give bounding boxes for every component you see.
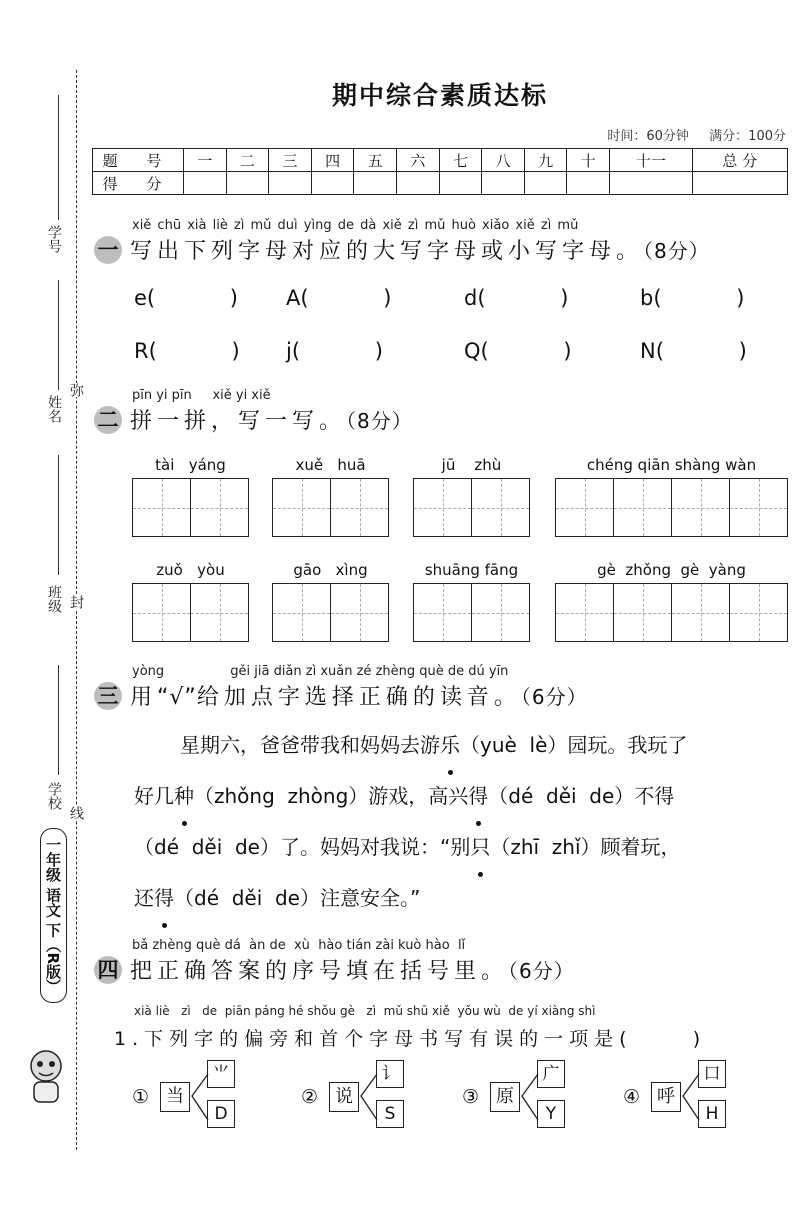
- score-col: 六: [397, 149, 440, 172]
- letter: R: [134, 339, 149, 363]
- group-pinyin: jū zhù: [441, 456, 502, 474]
- writing-cell[interactable]: [730, 584, 787, 641]
- grade-badge: 一年级 语文 下（R版）: [40, 828, 67, 1003]
- pronunciation-choice[interactable]: （dé děi de）不得: [488, 784, 675, 808]
- passage-line-4: [134, 873, 420, 924]
- section-3-number: 三: [94, 682, 122, 710]
- letter: N: [640, 339, 656, 363]
- student-number-label: 学号: [46, 225, 62, 253]
- writing-group: [272, 456, 389, 537]
- score-col: 五: [354, 149, 397, 172]
- section-1-heading: [130, 234, 710, 265]
- option-letter: H: [698, 1100, 726, 1128]
- letter: e: [134, 286, 147, 310]
- name-line-4: [58, 665, 59, 775]
- writing-cell[interactable]: [672, 584, 730, 641]
- score-cell[interactable]: [226, 172, 269, 195]
- answer-paren[interactable]: ( ): [148, 339, 274, 363]
- score-cell[interactable]: [610, 172, 693, 195]
- score-cell[interactable]: [311, 172, 354, 195]
- option-number: ①: [132, 1086, 150, 1108]
- section-3-text-b: 给加点字选择正确的读音。: [196, 685, 521, 710]
- option-number: ④: [623, 1086, 641, 1108]
- dotted-char: 得: [154, 873, 174, 924]
- section-2-text: 拼一拼，写一写。: [130, 409, 347, 434]
- group-pinyin: gāo xìng: [293, 561, 368, 579]
- seal-mi: 弥: [68, 383, 84, 397]
- name-line-2: [58, 280, 59, 390]
- question-1[interactable]: 1.下列字的偏旁和首个字母书写有误的一项是( ): [114, 1028, 707, 1050]
- option-number: ③: [462, 1086, 480, 1108]
- writing-cell[interactable]: [672, 479, 730, 536]
- section-3-score: （6分）: [520, 685, 588, 709]
- pronunciation-choice[interactable]: （dé děi de）注意安全。”: [174, 886, 421, 910]
- passage-text: 还: [134, 886, 154, 910]
- score-table-header-row: [93, 149, 788, 172]
- question-1-pinyin: xià liè zì de piān páng hé shǒu gè zì mǔ shū xiě yǒu wù de yí xiàng shì: [134, 1004, 596, 1018]
- pronunciation-choice[interactable]: （yuè lè）园玩。我玩了: [460, 733, 688, 757]
- score-cell[interactable]: [184, 172, 227, 195]
- page-title: 期中综合素质达标: [331, 81, 548, 110]
- letter-item: [134, 339, 274, 363]
- section-3-pinyin: yòng gěi jiā diǎn zì xuǎn zé zhèng què de dú yīn: [132, 664, 509, 679]
- writing-boxes: [413, 583, 530, 642]
- writing-boxes: [132, 478, 249, 537]
- letter: A: [286, 286, 301, 310]
- group-pinyin: tài yáng: [155, 456, 226, 474]
- section-4-text: 把正确答案的序号填在括号里。: [130, 959, 509, 984]
- full-score: 满分：100分: [709, 129, 786, 144]
- score-cell[interactable]: [439, 172, 482, 195]
- score-table-score-row: [93, 172, 788, 195]
- writing-cell[interactable]: [472, 584, 529, 641]
- score-cell[interactable]: [397, 172, 440, 195]
- score-cell[interactable]: [692, 172, 787, 195]
- writing-group: [413, 561, 530, 642]
- name-line-3: [58, 455, 59, 575]
- writing-cell[interactable]: [191, 584, 248, 641]
- section-2-pinyin: pīn yi pīn xiě yi xiě: [132, 388, 271, 403]
- dotted-char: 只: [470, 822, 490, 873]
- section-4-heading: [130, 954, 575, 985]
- writing-group: [272, 561, 389, 642]
- answer-paren[interactable]: ( ): [300, 286, 426, 310]
- passage-text: 好几: [134, 784, 174, 808]
- passage-text: 星期六，爸爸带我和妈妈去游: [180, 733, 440, 757]
- writing-cell[interactable]: [331, 584, 388, 641]
- score-cell[interactable]: [567, 172, 610, 195]
- score-col: 十: [567, 149, 610, 172]
- writing-cell[interactable]: [730, 479, 787, 536]
- writing-group: [132, 456, 249, 537]
- writing-boxes: [555, 583, 788, 642]
- score-row-label: 得 分: [93, 172, 184, 195]
- pronunciation-choice[interactable]: （zhǒng zhòng）游戏，高兴: [194, 784, 469, 808]
- option-char: 原: [490, 1082, 520, 1112]
- writing-cell[interactable]: [191, 479, 248, 536]
- writing-boxes: [132, 583, 249, 642]
- group-pinyin: xuě huā: [295, 456, 366, 474]
- group-pinyin: zuǒ yòu: [156, 561, 225, 579]
- class-label: 班级: [46, 585, 62, 613]
- pronunciation-choice[interactable]: （dé děi de）了。妈妈对我说：“别: [134, 835, 471, 859]
- score-col: 二: [226, 149, 269, 172]
- group-pinyin: shuāng fāng: [424, 561, 519, 579]
- time-limit: 时间：60分钟: [607, 129, 689, 144]
- letter-item: [286, 339, 417, 363]
- option-radical: 口: [698, 1060, 726, 1088]
- score-col: 总 分: [692, 149, 787, 172]
- score-cell[interactable]: [354, 172, 397, 195]
- exam-meta: [607, 125, 786, 144]
- letter: b: [640, 286, 654, 310]
- section-1-number: 一: [94, 236, 122, 264]
- writing-cell[interactable]: [472, 479, 529, 536]
- score-cell[interactable]: [524, 172, 567, 195]
- section-1-pinyin: xiě chū xià liè zì mǔ duì yìng de dà xiě zì mǔ huò xiǎo xiě zì mǔ: [132, 218, 579, 233]
- score-col: 十一: [610, 149, 693, 172]
- answer-paren[interactable]: ( ): [477, 286, 603, 310]
- answer-paren[interactable]: ( ): [291, 339, 417, 363]
- group-pinyin: gè zhǒng gè yàng: [597, 561, 746, 579]
- letter-item: [464, 339, 606, 363]
- section-2-number: 二: [94, 406, 122, 434]
- section-1-text: 写出下列字母对应的大写字母或小写字母。: [130, 239, 644, 264]
- student-name-label: 姓名: [46, 395, 62, 423]
- writing-group: [555, 561, 788, 642]
- writing-group: [555, 456, 788, 537]
- answer-paren[interactable]: ( ): [655, 339, 781, 363]
- option-char: 当: [160, 1082, 190, 1112]
- section-1-score: （8分）: [643, 239, 710, 263]
- writing-cell[interactable]: [133, 479, 191, 536]
- score-col: 一: [184, 149, 227, 172]
- letter-item: [640, 339, 781, 363]
- mascot-icon: [26, 1044, 66, 1106]
- writing-cell[interactable]: [614, 479, 672, 536]
- writing-boxes: [413, 478, 530, 537]
- section-3-text-a: 用: [130, 685, 158, 710]
- writing-cell[interactable]: [273, 479, 331, 536]
- option-radical: ⺌: [207, 1060, 235, 1088]
- section-2-heading: [130, 404, 413, 435]
- answer-paren[interactable]: ( ): [146, 286, 272, 310]
- writing-boxes: [555, 478, 788, 537]
- seal-feng: 封: [68, 595, 84, 609]
- letter-item: [134, 286, 272, 310]
- option-radical: 讠: [376, 1060, 404, 1088]
- score-table: [92, 148, 788, 195]
- writing-cell[interactable]: [133, 584, 191, 641]
- section-3-heading: [130, 680, 588, 711]
- writing-cell[interactable]: [331, 479, 388, 536]
- answer-paren[interactable]: ( ): [653, 286, 779, 310]
- pronunciation-choice[interactable]: （zhī zhǐ）顾着玩，: [490, 835, 681, 859]
- letter: d: [464, 286, 478, 310]
- section-4-pinyin: bǎ zhèng què dá àn de xù hào tián zài kuò hào lǐ: [132, 938, 466, 953]
- option-number: ②: [301, 1086, 319, 1108]
- name-line-1: [58, 95, 59, 220]
- score-col: 八: [482, 149, 525, 172]
- letter: j: [286, 339, 292, 363]
- option-letter: D: [207, 1100, 235, 1128]
- option-letter: Y: [537, 1100, 565, 1128]
- letter-item: [286, 286, 425, 310]
- writing-boxes: [272, 583, 389, 642]
- option-char: 呼: [651, 1082, 681, 1112]
- score-cell[interactable]: [269, 172, 312, 195]
- writing-group: [132, 561, 249, 642]
- writing-group: [413, 456, 530, 537]
- section-4-number: 四: [94, 956, 122, 984]
- passage-line-1: [180, 720, 687, 771]
- writing-cell[interactable]: [273, 584, 331, 641]
- option-radical: 广: [537, 1060, 565, 1088]
- letter-item: [464, 286, 602, 310]
- option-char: 说: [329, 1082, 359, 1112]
- passage-line-3: [134, 822, 681, 873]
- score-col: 四: [311, 149, 354, 172]
- writing-cell[interactable]: [556, 584, 614, 641]
- passage-line-2: [134, 771, 674, 822]
- writing-cell[interactable]: [556, 479, 614, 536]
- section-4-score: （6分）: [508, 959, 575, 983]
- score-table-label: 题 号: [93, 149, 184, 172]
- check-mark: “√”: [157, 685, 197, 710]
- school-label: 学校: [46, 782, 62, 810]
- letter-item: [640, 286, 778, 310]
- option-letter: S: [376, 1100, 404, 1128]
- section-2-score: （8分）: [346, 409, 413, 433]
- dotted-char: 种: [174, 771, 194, 822]
- writing-cell[interactable]: [414, 584, 472, 641]
- group-pinyin: chéng qiān shàng wàn: [586, 456, 757, 474]
- writing-boxes: [272, 478, 389, 537]
- score-col: 九: [524, 149, 567, 172]
- writing-cell[interactable]: [614, 584, 672, 641]
- dotted-char: 乐: [440, 720, 460, 771]
- answer-paren[interactable]: ( ): [480, 339, 606, 363]
- score-col: 三: [269, 149, 312, 172]
- dotted-char: 得: [468, 771, 488, 822]
- seal-xian: 线: [68, 806, 84, 820]
- binding-dashed-line: [76, 70, 77, 1150]
- score-col: 七: [439, 149, 482, 172]
- writing-cell[interactable]: [414, 479, 472, 536]
- letter: Q: [464, 339, 481, 363]
- score-cell[interactable]: [482, 172, 525, 195]
